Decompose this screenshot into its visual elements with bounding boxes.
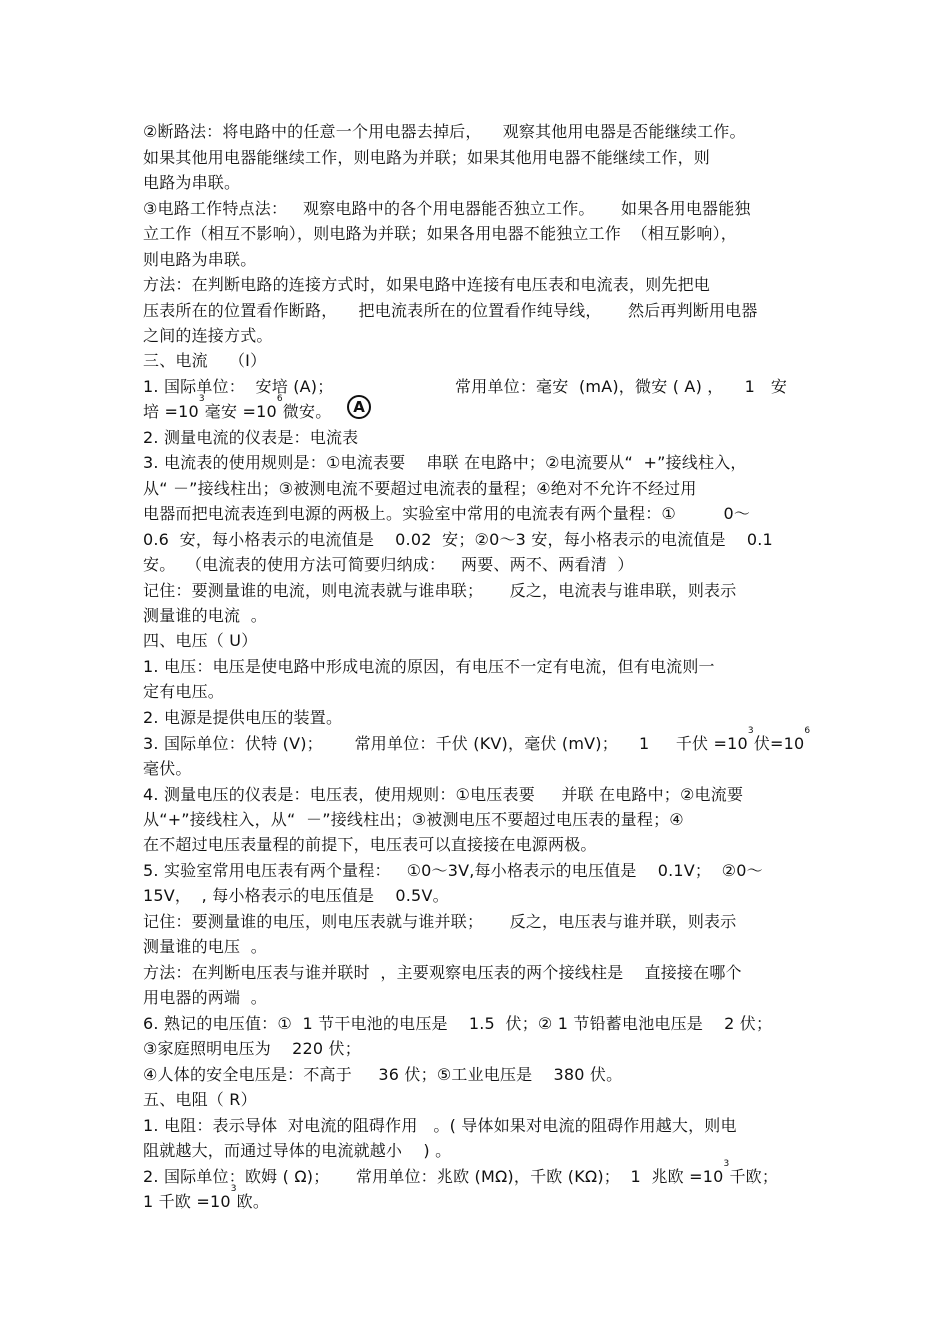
- section-heading: 五、电阻（ R）: [143, 1090, 257, 1109]
- text-line-with-superscript: 3. 国际单位：伏特 (V)； 常用单位：千伏 (KV)，毫伏 (mV)； 1 千伏 $=10^3$伏$=10^6$: [143, 726, 811, 753]
- text-line: 5. 实验室常用电压表有两个量程： ①0～3V,每小格表示的电压值是 0.1V； ②0～: [143, 861, 763, 880]
- text-line: 用电器的两端 。: [143, 988, 267, 1007]
- text-line: 安。 （电流表的使用方法可简要归纳成： 两要、两不、两看清 ）: [143, 555, 634, 574]
- text-line: 15V， , 每小格表示的电压值是 0.5V。: [143, 886, 449, 905]
- text-line: 测量谁的电流 。: [143, 606, 267, 625]
- text-line: 则电路为串联。: [143, 250, 257, 269]
- text-line: ③电路工作特点法： 观察电路中的各个用电器能否独立工作。 如果各用电器能独: [143, 199, 751, 218]
- text-line: 立工作（相互不影响），则电路为并联；如果各用电器不能独立工作 （相互影响），: [143, 224, 737, 243]
- text-line: 记住：要测量谁的电流，则电流表就与谁串联； 反之，电流表与谁串联，则表示: [143, 581, 737, 600]
- text-line: ④人体的安全电压是：不高于 36 伏；⑤工业电压是 380 伏。: [143, 1065, 623, 1084]
- text-line: 毫伏。: [143, 759, 192, 778]
- text-line: 1. 电压：电压是使电路中形成电流的原因，有电压不一定有电流，但有电流则一: [143, 657, 715, 676]
- text-line: 如果其他用电器能继续工作，则电路为并联；如果其他用电器不能继续工作，则: [143, 148, 711, 167]
- text-line: 4. 测量电压的仪表是：电压表，使用规则：①电压表要 并联 在电路中；②电流要: [143, 785, 744, 804]
- text-line: 6. 熟记的电压值：① 1 节干电池的电压是 1.5 伏；② 1 节铅蓄电池电压是 2 伏；: [143, 1014, 773, 1033]
- text-line: 之间的连接方式。: [143, 326, 273, 345]
- text-line: ②断路法：将电路中的任意一个用电器去掉后， 观察其他用电器是否能继续工作。: [143, 122, 746, 141]
- section-heading: 三、电流 （I）: [143, 351, 267, 370]
- text-line: 方法：在判断电压表与谁并联时 ，主要观察电压表的两个接线柱是 直接接在哪个: [143, 963, 742, 982]
- text-line: 测量谁的电压 。: [143, 937, 267, 956]
- section-heading: 四、电压（ U）: [143, 631, 258, 650]
- text-line: 1. 电阻：表示导体 对电流的阻碍作用 。( 导体如果对电流的阻碍作用越大，则电: [143, 1116, 737, 1135]
- text-line-with-superscript: 2. 国际单位：欧姆 ( Ω)； 常用单位：兆欧 (MΩ)，千欧 (KΩ)； 1 兆欧 $=10^3$千欧；: [143, 1159, 779, 1186]
- text-line-with-superscript: 1 千欧 $=10^3$欧。: [143, 1184, 270, 1211]
- text-line-with-superscript: 培 $=10^3$毫安 $=10^6$微安。: [143, 394, 332, 421]
- text-line: 电路为串联。: [143, 173, 241, 192]
- text-line: 3. 电流表的使用规则是：①电流表要 串联 在电路中；②电流要从“ +”接线柱入，: [143, 453, 747, 472]
- text-line: 2. 测量电流的仪表是：电流表: [143, 428, 359, 447]
- text-line: 2. 电源是提供电压的装置。: [143, 708, 343, 727]
- text-line: 1. 国际单位： 安培 (A)； 常用单位：毫安 (mA)，微安 ( A) ， 1 安: [143, 377, 788, 396]
- text-line: 阻就越大，而通过导体的电流就越小 ) 。: [143, 1141, 452, 1160]
- text-line: 定有电压。: [143, 682, 225, 701]
- text-line: 从“ －”接线柱出；③被测电流不要超过电流表的量程；④绝对不允许不经过用: [143, 479, 697, 498]
- text-line: 从“+”接线柱入，从“ －”接线柱出；③被测电压不要超过电压表的量程；④: [143, 810, 684, 829]
- text-line: 电器而把电流表连到电源的两极上。实验室中常用的电流表有两个量程：① 0～: [143, 504, 751, 523]
- text-line: ③家庭照明电压为 220 伏；: [143, 1039, 361, 1058]
- text-line: 方法：在判断电路的连接方式时，如果电路中连接有电压表和电流表，则先把电: [143, 275, 711, 294]
- ammeter-symbol-icon: A: [347, 395, 371, 419]
- text-line: 0.6 安，每小格表示的电流值是 0.02 安；②0～3 安，每小格表示的电流值是 0.1: [143, 530, 773, 549]
- text-line: 压表所在的位置看作断路， 把电流表所在的位置看作纯导线， 然后再判断用电器: [143, 301, 758, 320]
- text-line: 在不超过电压表量程的前提下，电压表可以直接接在电源两极。: [143, 835, 597, 854]
- text-line: 记住：要测量谁的电压，则电压表就与谁并联； 反之，电压表与谁并联，则表示: [143, 912, 737, 931]
